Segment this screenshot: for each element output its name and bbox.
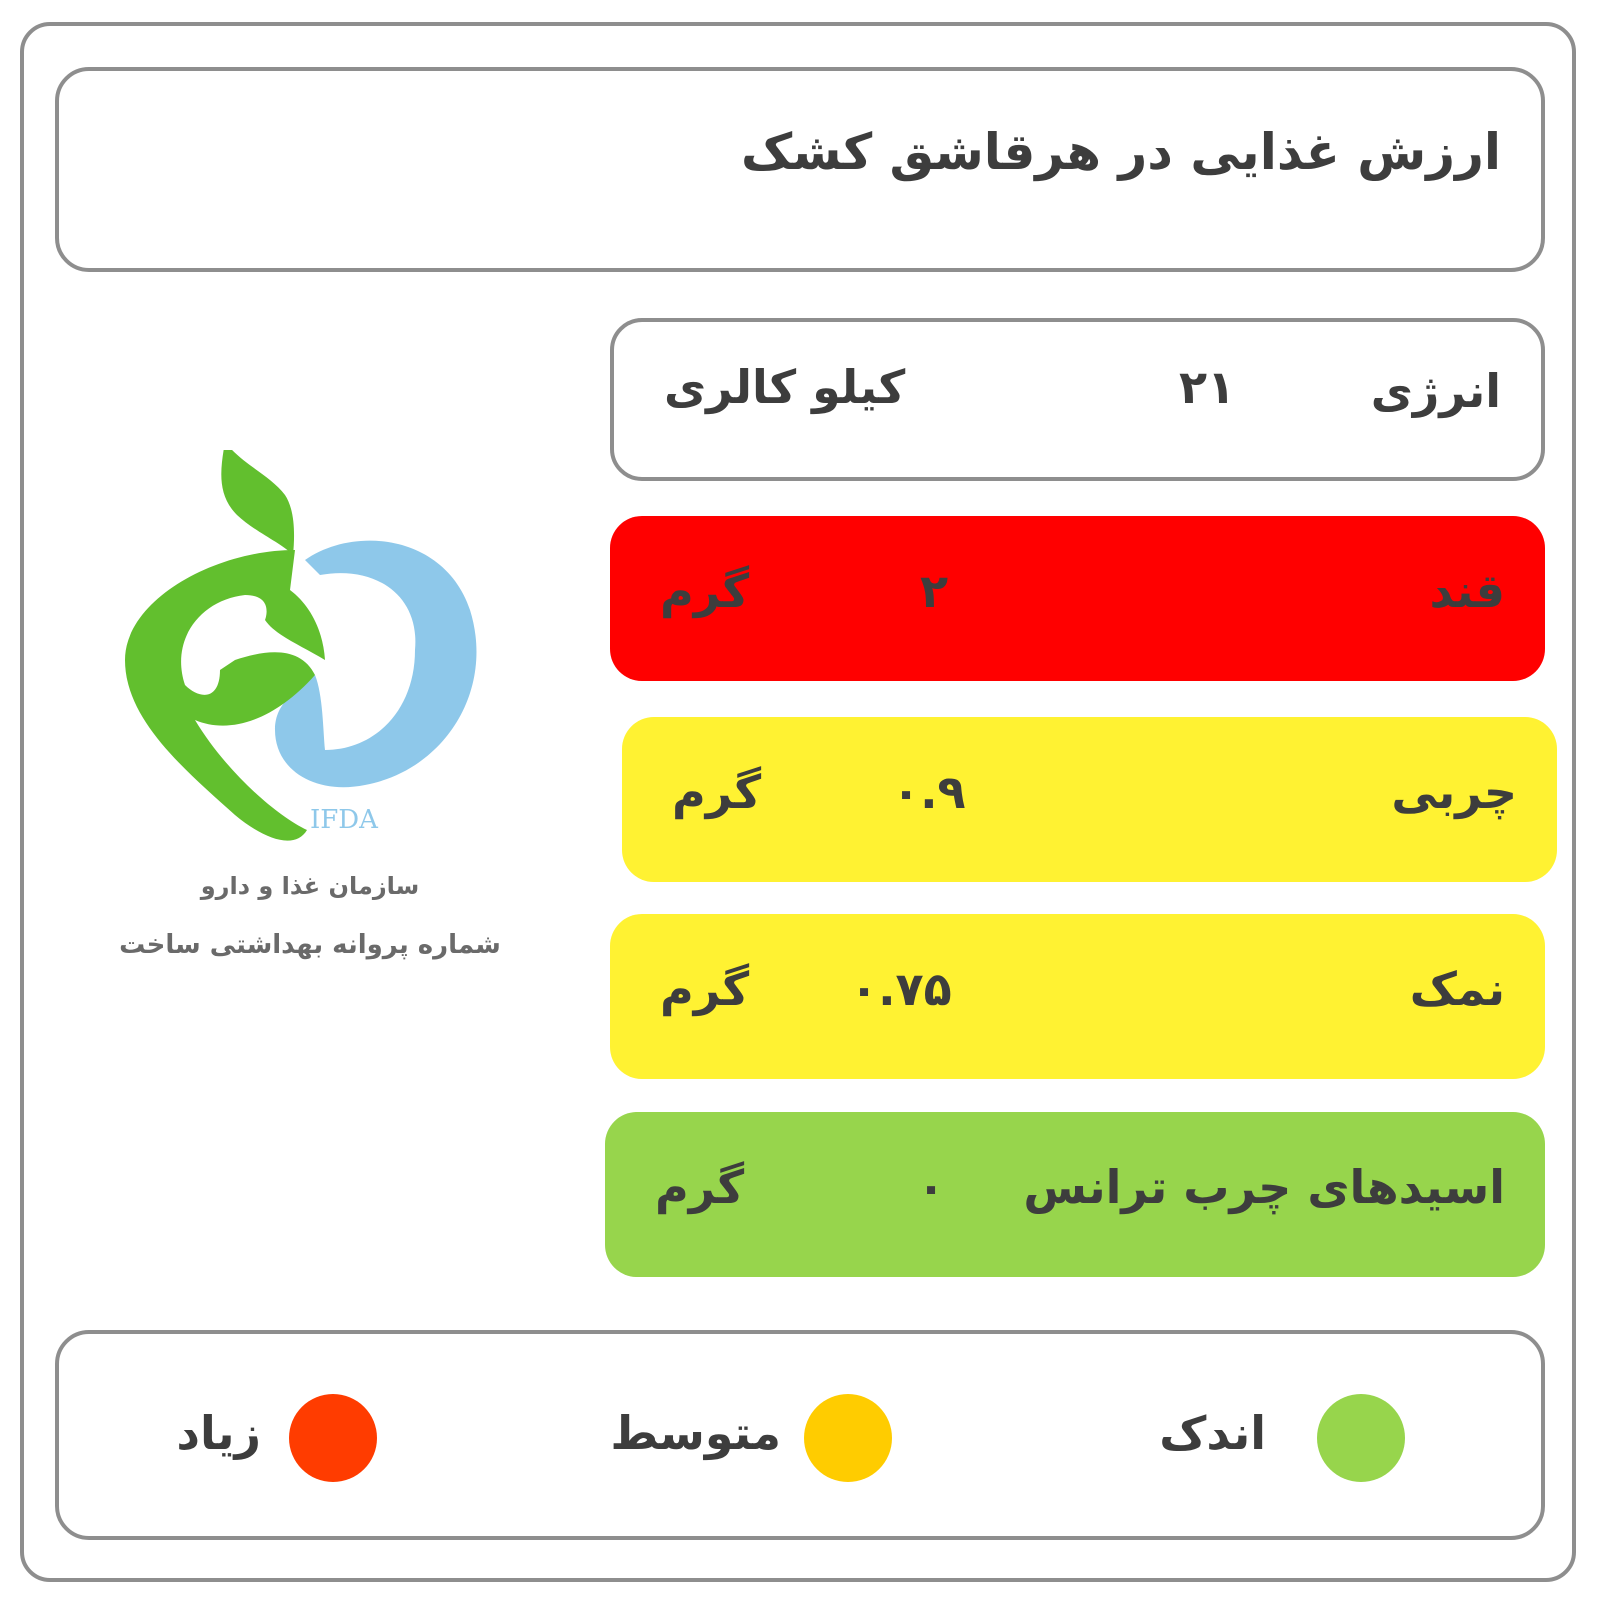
trans-fat-row: [605, 1112, 1545, 1277]
energy-value: ۲۱: [1179, 360, 1236, 414]
salt-value: ۰.۷۵: [850, 962, 952, 1016]
legend-medium-dot: [804, 1394, 892, 1482]
sugar-row: [610, 516, 1545, 681]
fat-unit: گرم: [672, 765, 762, 819]
legend-low-dot: [1317, 1394, 1405, 1482]
fat-row: [622, 717, 1557, 882]
salt-label: نمک: [1409, 962, 1505, 1016]
energy-label: انرژی: [1370, 364, 1501, 418]
sugar-unit: گرم: [660, 564, 750, 618]
trans-fat-unit: گرم: [655, 1160, 745, 1214]
legend-high-dot: [289, 1394, 377, 1482]
trans-fat-label: اسیدهای چرب ترانس: [1023, 1160, 1505, 1214]
ifda-apple-logo-icon: [125, 450, 495, 860]
legend-box: [55, 1330, 1545, 1540]
legend-low-label: اندک: [1159, 1406, 1266, 1460]
legend-high-label: زیاد: [176, 1406, 261, 1460]
energy-row: [610, 318, 1545, 481]
page-title: ارزش غذایی در هرقاشق کشک: [741, 123, 1501, 181]
salt-row: [610, 914, 1545, 1079]
sugar-value: ۲: [920, 564, 949, 618]
salt-unit: گرم: [660, 962, 750, 1016]
legend-medium-label: متوسط: [610, 1406, 781, 1460]
ifda-brand-text: IFDA: [310, 805, 378, 835]
ifda-logo: [125, 450, 495, 860]
fat-label: چربی: [1391, 765, 1517, 819]
fat-value: ۰.۹: [892, 765, 966, 819]
org-name: سازمان غذا و دارو: [200, 872, 420, 900]
sugar-label: قند: [1429, 564, 1505, 618]
energy-unit: کیلو کالری: [664, 360, 906, 414]
license-text: شماره پروانه بهداشتی ساخت: [119, 930, 501, 960]
title-box: [55, 67, 1545, 272]
trans-fat-value: ۰: [917, 1160, 946, 1214]
